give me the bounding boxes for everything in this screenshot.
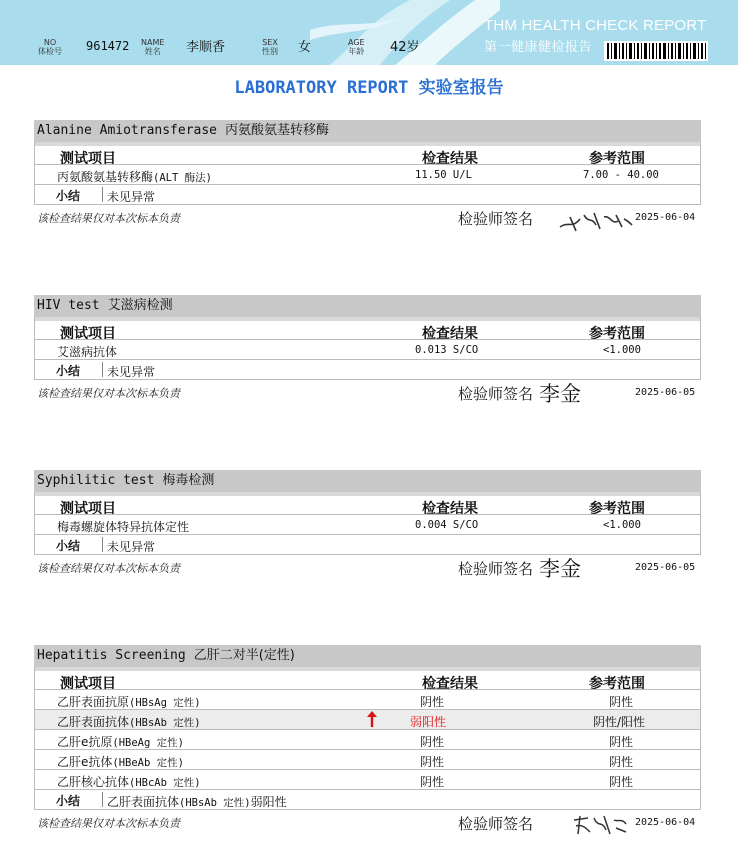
table-row: 乙肝核心抗体(HBcAb 定性) 阴性 阴性 [35, 769, 700, 789]
section-syphilis [34, 470, 701, 579]
section-title: HIV test 艾滋病检测 [34, 295, 701, 317]
brand-title-cn: 第一健康健检报告 [484, 40, 593, 55]
report-header [0, 0, 738, 65]
barcode-icon [604, 41, 708, 61]
section-alt [34, 120, 701, 229]
table-row: 丙氨酸氨基转移酶(ALT 酶法) 11.50 U/L 7.00 - 40.00 [35, 164, 700, 184]
table-header: 测试项目 检查结果 参考范围 [35, 142, 700, 164]
table-row-abnormal: 乙肝表面抗体(HBsAb 定性) 弱阳性 阴性/阳性 [35, 709, 700, 729]
brand-swoosh-graphic [300, 0, 500, 65]
table-row: 乙肝表面抗原(HBsAg 定性) 阴性 阴性 [35, 689, 700, 709]
result-table [34, 492, 701, 555]
table-header: 测试项目 检查结果 参考范围 [35, 492, 700, 514]
table-row: 乙肝e抗原(HBeAg 定性) 阴性 阴性 [35, 729, 700, 749]
result-table [34, 317, 701, 380]
sex-label: SEX 性别 [262, 38, 278, 56]
section-title: Syphilitic test 梅毒检测 [34, 470, 701, 492]
summary-row: 小结 乙肝表面抗体(HBsAb 定性)弱阳性 [35, 789, 700, 809]
signer-name: 李金 [539, 382, 581, 406]
table-row: 梅毒螺旋体特异抗体定性 0.004 S/CO <1.000 [35, 514, 700, 534]
section-title: Hepatitis Screening 乙肝二对半(定性) [34, 645, 701, 667]
age-label: AGE 年龄 [348, 38, 365, 56]
section-footer: 该检查结果仅对本次标本负责 检验师签名 2025-06-04 [34, 205, 701, 229]
handwritten-signature [554, 203, 634, 235]
signer-name: 李金 [539, 557, 581, 581]
section-footer: 该检查结果仅对本次标本负责 检验师签名 2025-06-04 [34, 810, 701, 834]
result-table [34, 142, 701, 205]
id-value: 961472 [86, 39, 130, 53]
table-row: 乙肝e抗体(HBeAb 定性) 阴性 阴性 [35, 749, 700, 769]
summary-row: 小结 未见异常 [35, 184, 700, 204]
summary-row: 小结 未见异常 [35, 359, 700, 379]
table-header: 测试项目 检查结果 参考范围 [35, 667, 700, 689]
result-table [34, 667, 701, 810]
arrow-up-icon [367, 711, 377, 727]
table-header: 测试项目 检查结果 参考范围 [35, 317, 700, 339]
sex-value: 女 [298, 40, 312, 55]
report-title: LABORATORY REPORT 实验室报告 [234, 78, 504, 98]
name-value: 李顺香 [186, 40, 226, 55]
section-title: Alanine Amiotransferase 丙氨酸氨基转移酶 [34, 120, 701, 142]
section-footer: 该检查结果仅对本次标本负责 检验师签名 李金 2025-06-05 [34, 380, 701, 404]
name-label: NAME 姓名 [141, 38, 165, 56]
section-hepatitis [34, 645, 701, 834]
table-row: 艾滋病抗体 0.013 S/CO <1.000 [35, 339, 700, 359]
brand-title-en: THM HEALTH CHECK REPORT [484, 17, 707, 34]
age-value: 42岁 [390, 40, 420, 55]
section-hiv [34, 295, 701, 404]
summary-row: 小结 未见异常 [35, 534, 700, 554]
id-label: NO 体检号 [38, 38, 62, 56]
handwritten-signature [570, 808, 630, 840]
section-footer: 该检查结果仅对本次标本负责 检验师签名 李金 2025-06-05 [34, 555, 701, 579]
